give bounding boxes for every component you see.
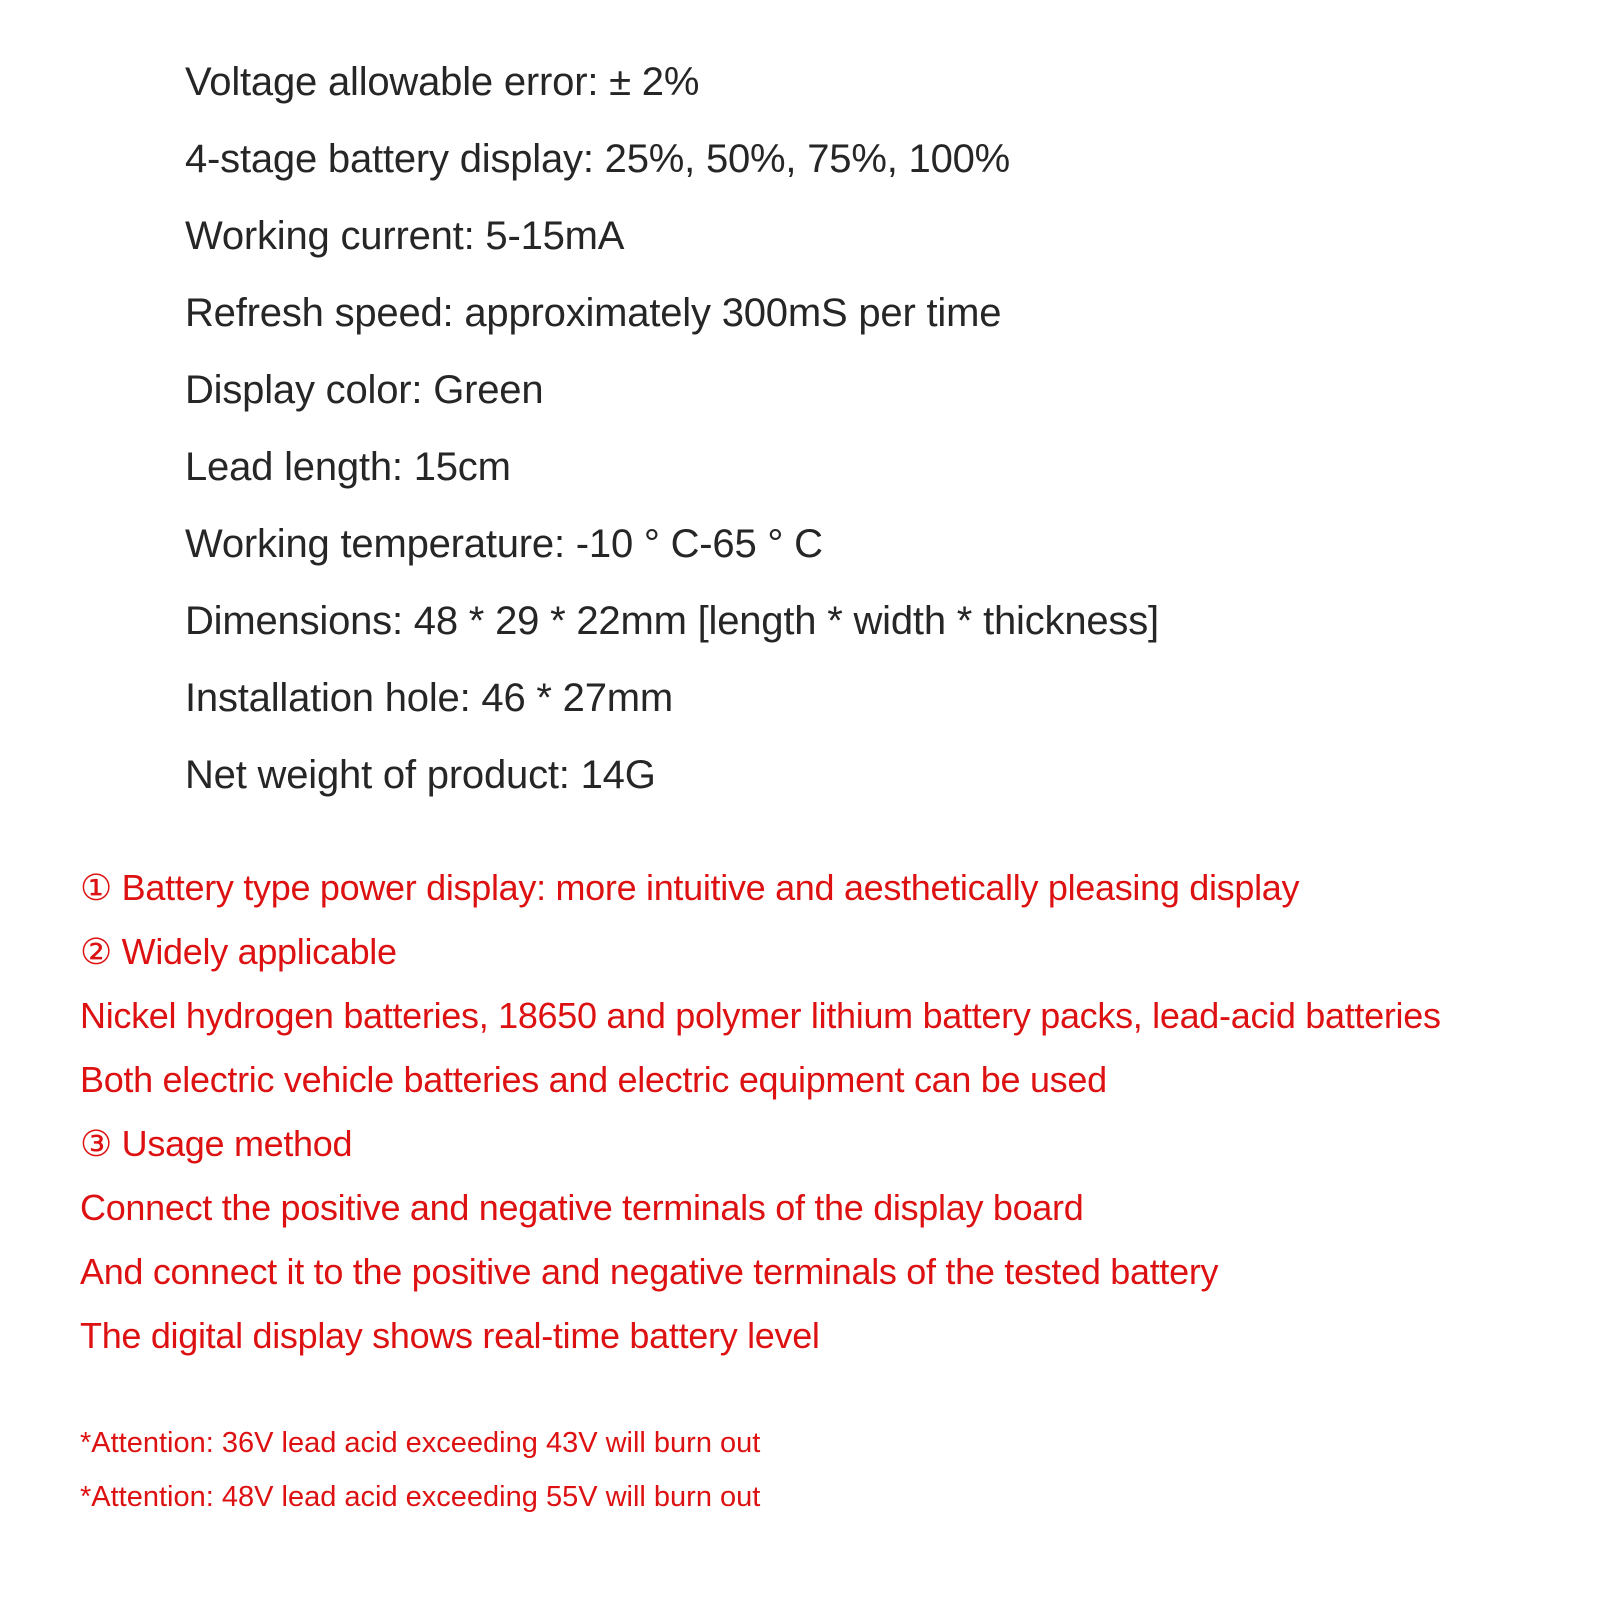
feature-line: The digital display shows real-time battery level <box>80 1315 820 1356</box>
feature-line: ③ Usage method <box>80 1123 353 1164</box>
spec-line: Lead length: 15cm <box>185 445 511 489</box>
spec-line: Net weight of product: 14G <box>185 753 656 797</box>
spec-line: Working temperature: -10 ° C-65 ° C <box>185 522 823 566</box>
feature-line: And connect it to the positive and negative terminals of the tested battery <box>80 1251 1219 1292</box>
attention-section <box>80 1416 760 1524</box>
feature-section <box>80 856 1441 1368</box>
spec-section <box>185 44 1159 814</box>
spec-line: Voltage allowable error: ± 2% <box>185 60 700 104</box>
feature-list <box>80 856 1441 1368</box>
spec-line: Refresh speed: approximately 300mS per time <box>185 291 1002 335</box>
spec-line: Installation hole: 46 * 27mm <box>185 676 674 720</box>
spec-line: Display color: Green <box>185 368 544 412</box>
spec-line: Dimensions: 48 * 29 * 22mm [length * width * thickness] <box>185 599 1159 643</box>
feature-line: ② Widely applicable <box>80 931 397 972</box>
attention-line: *Attention: 36V lead acid exceeding 43V will burn out <box>80 1427 761 1459</box>
feature-line: ① Battery type power display: more intuitive and aesthetically pleasing display <box>80 867 1300 908</box>
spec-list <box>185 44 1159 814</box>
attention-line: *Attention: 48V lead acid exceeding 55V will burn out <box>80 1481 761 1513</box>
attention-list <box>80 1416 760 1524</box>
spec-line: Working current: 5-15mA <box>185 214 625 258</box>
feature-line: Both electric vehicle batteries and electric equipment can be used <box>80 1059 1107 1100</box>
feature-line: Connect the positive and negative terminals of the display board <box>80 1187 1084 1228</box>
feature-line: Nickel hydrogen batteries, 18650 and polymer lithium battery packs, lead-acid batteries <box>80 995 1441 1036</box>
spec-line: 4-stage battery display: 25%, 50%, 75%, 100% <box>185 137 1011 181</box>
